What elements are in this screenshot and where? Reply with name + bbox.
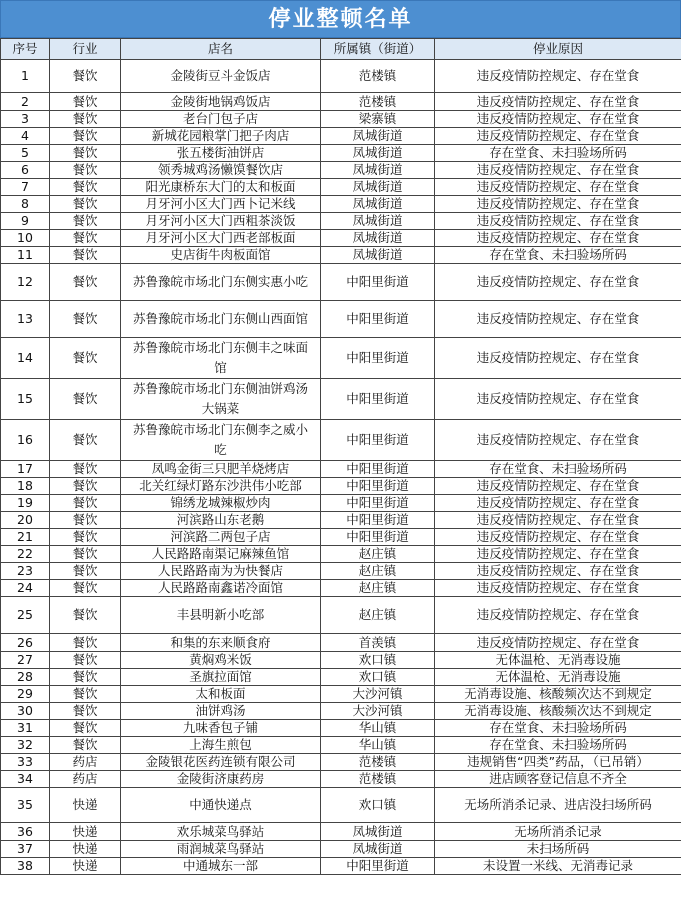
row-town: 凤城街道	[321, 823, 435, 841]
row-shop-name: 锦绣龙城辣椒炒肉	[121, 495, 321, 512]
row-town: 范楼镇	[321, 754, 435, 771]
row-shop-name: 欢乐城菜鸟驿站	[121, 823, 321, 841]
row-reason: 违反疫情防控规定、存在堂食	[435, 230, 681, 247]
row-industry: 餐饮	[50, 128, 121, 145]
row-industry: 餐饮	[50, 179, 121, 196]
row-industry: 餐饮	[50, 60, 121, 93]
table-row	[1, 379, 681, 420]
row-index: 9	[1, 213, 50, 230]
row-town: 凤城街道	[321, 128, 435, 145]
row-town: 华山镇	[321, 737, 435, 754]
row-town: 凤城街道	[321, 162, 435, 179]
row-town: 赵庄镇	[321, 597, 435, 634]
row-index: 25	[1, 597, 50, 634]
row-industry: 快递	[50, 788, 121, 823]
row-reason: 未扫场所码	[435, 841, 681, 858]
row-index: 2	[1, 93, 50, 111]
header-shop-name: 店名	[121, 39, 321, 60]
row-industry: 餐饮	[50, 338, 121, 379]
row-shop-name: 人民路路南为为快餐店	[121, 563, 321, 580]
row-index: 21	[1, 529, 50, 546]
row-shop-name: 太和板面	[121, 686, 321, 703]
row-index: 18	[1, 478, 50, 495]
row-town: 中阳里街道	[321, 301, 435, 338]
table-row	[1, 597, 681, 634]
row-town: 范楼镇	[321, 93, 435, 111]
row-industry: 餐饮	[50, 247, 121, 264]
row-reason: 无消毒设施、核酸频次达不到规定	[435, 703, 681, 720]
row-shop-name: 九味香包子铺	[121, 720, 321, 737]
table-row	[1, 563, 681, 580]
table-row	[1, 461, 681, 478]
row-industry: 餐饮	[50, 196, 121, 213]
row-shop-name: 上海生煎包	[121, 737, 321, 754]
row-industry: 餐饮	[50, 529, 121, 546]
row-industry: 餐饮	[50, 111, 121, 128]
row-shop-name: 金陵街豆斗金饭店	[121, 60, 321, 93]
row-town: 欢口镇	[321, 652, 435, 669]
row-shop-name: 新城花园粮掌门把子肉店	[121, 128, 321, 145]
row-industry: 餐饮	[50, 580, 121, 597]
row-reason: 违反疫情防控规定、存在堂食	[435, 597, 681, 634]
table-row	[1, 529, 681, 546]
row-reason: 存在堂食、未扫验场所码	[435, 461, 681, 478]
table-row	[1, 495, 681, 512]
row-industry: 餐饮	[50, 379, 121, 420]
row-town: 大沙河镇	[321, 686, 435, 703]
table-row	[1, 230, 681, 247]
row-index: 11	[1, 247, 50, 264]
table-row	[1, 128, 681, 145]
row-shop-name: 金陵银花医药连锁有限公司	[121, 754, 321, 771]
row-index: 33	[1, 754, 50, 771]
row-town: 中阳里街道	[321, 858, 435, 875]
row-shop-name: 史店街牛肉板面馆	[121, 247, 321, 264]
row-industry: 餐饮	[50, 720, 121, 737]
header-industry: 行业	[50, 39, 121, 60]
table-row	[1, 60, 681, 93]
table-row	[1, 686, 681, 703]
row-industry: 快递	[50, 858, 121, 875]
row-town: 凤城街道	[321, 213, 435, 230]
row-reason: 存在堂食、未扫验场所码	[435, 247, 681, 264]
table-row	[1, 771, 681, 788]
row-shop-name: 老台门包子店	[121, 111, 321, 128]
row-index: 5	[1, 145, 50, 162]
row-town: 欢口镇	[321, 669, 435, 686]
table-row	[1, 652, 681, 669]
row-town: 中阳里街道	[321, 461, 435, 478]
row-index: 6	[1, 162, 50, 179]
row-industry: 药店	[50, 771, 121, 788]
row-industry: 餐饮	[50, 546, 121, 563]
header-reason: 停业原因	[435, 39, 681, 60]
row-industry: 餐饮	[50, 230, 121, 247]
row-town: 凤城街道	[321, 196, 435, 213]
row-town: 范楼镇	[321, 771, 435, 788]
row-industry: 餐饮	[50, 669, 121, 686]
row-town: 中阳里街道	[321, 379, 435, 420]
row-index: 1	[1, 60, 50, 93]
row-town: 梁寨镇	[321, 111, 435, 128]
row-index: 27	[1, 652, 50, 669]
row-shop-name: 凤鸣金街三只肥羊烧烤店	[121, 461, 321, 478]
row-reason: 违反疫情防控规定、存在堂食	[435, 93, 681, 111]
row-industry: 餐饮	[50, 301, 121, 338]
row-industry: 餐饮	[50, 686, 121, 703]
row-index: 16	[1, 420, 50, 461]
row-index: 14	[1, 338, 50, 379]
row-industry: 餐饮	[50, 703, 121, 720]
row-industry: 餐饮	[50, 93, 121, 111]
row-index: 19	[1, 495, 50, 512]
row-reason: 违反疫情防控规定、存在堂食	[435, 264, 681, 301]
row-industry: 餐饮	[50, 478, 121, 495]
closure-table	[0, 38, 681, 875]
row-reason: 违反疫情防控规定、存在堂食	[435, 301, 681, 338]
row-industry: 餐饮	[50, 737, 121, 754]
row-index: 34	[1, 771, 50, 788]
row-reason: 无场所消杀记录、进店没扫场所码	[435, 788, 681, 823]
row-reason: 违反疫情防控规定、存在堂食	[435, 179, 681, 196]
header-town: 所属镇（街道）	[321, 39, 435, 60]
row-town: 凤城街道	[321, 179, 435, 196]
row-index: 30	[1, 703, 50, 720]
row-industry: 餐饮	[50, 495, 121, 512]
table-row	[1, 196, 681, 213]
table-row	[1, 478, 681, 495]
row-index: 20	[1, 512, 50, 529]
table-row	[1, 634, 681, 652]
row-reason: 违反疫情防控规定、存在堂食	[435, 495, 681, 512]
table-row	[1, 301, 681, 338]
table-row	[1, 338, 681, 379]
table-row	[1, 420, 681, 461]
row-town: 中阳里街道	[321, 495, 435, 512]
row-industry: 餐饮	[50, 461, 121, 478]
row-reason: 违反疫情防控规定、存在堂食	[435, 213, 681, 230]
row-reason: 违规销售“四类”药品，（已吊销）	[435, 754, 681, 771]
table-row	[1, 669, 681, 686]
row-shop-name: 河滨路山东老鹅	[121, 512, 321, 529]
table-row	[1, 179, 681, 196]
table-row	[1, 754, 681, 771]
row-town: 中阳里街道	[321, 529, 435, 546]
row-industry: 餐饮	[50, 563, 121, 580]
row-town: 赵庄镇	[321, 563, 435, 580]
row-index: 38	[1, 858, 50, 875]
row-shop-name: 苏鲁豫皖市场北门东侧李之威小吃	[121, 420, 321, 461]
row-town: 大沙河镇	[321, 703, 435, 720]
row-industry: 餐饮	[50, 264, 121, 301]
row-reason: 无场所消杀记录	[435, 823, 681, 841]
row-index: 8	[1, 196, 50, 213]
row-reason: 违反疫情防控规定、存在堂食	[435, 60, 681, 93]
row-town: 赵庄镇	[321, 546, 435, 563]
row-reason: 违反疫情防控规定、存在堂食	[435, 478, 681, 495]
row-shop-name: 金陵街济康药房	[121, 771, 321, 788]
row-index: 28	[1, 669, 50, 686]
row-reason: 存在堂食、未扫验场所码	[435, 145, 681, 162]
table-row	[1, 264, 681, 301]
row-shop-name: 苏鲁豫皖市场北门东侧山西面馆	[121, 301, 321, 338]
row-shop-name: 黄焖鸡米饭	[121, 652, 321, 669]
header-index: 序号	[1, 39, 50, 60]
row-reason: 存在堂食、未扫验场所码	[435, 737, 681, 754]
table-row	[1, 93, 681, 111]
row-shop-name: 河滨路二两包子店	[121, 529, 321, 546]
table-row	[1, 580, 681, 597]
row-reason: 无消毒设施、核酸频次达不到规定	[435, 686, 681, 703]
row-reason: 违反疫情防控规定、存在堂食	[435, 546, 681, 563]
row-industry: 餐饮	[50, 420, 121, 461]
row-index: 22	[1, 546, 50, 563]
row-index: 3	[1, 111, 50, 128]
row-industry: 餐饮	[50, 162, 121, 179]
page-title: 停业整顿名单	[0, 0, 681, 38]
table-row	[1, 512, 681, 529]
row-shop-name: 阳光康桥东大门的太和板面	[121, 179, 321, 196]
row-reason: 违反疫情防控规定、存在堂食	[435, 512, 681, 529]
row-industry: 餐饮	[50, 652, 121, 669]
row-index: 10	[1, 230, 50, 247]
row-town: 凤城街道	[321, 247, 435, 264]
row-reason: 无体温枪、无消毒设施	[435, 669, 681, 686]
row-shop-name: 苏鲁豫皖市场北门东侧油饼鸡汤大锅菜	[121, 379, 321, 420]
row-town: 范楼镇	[321, 60, 435, 93]
table-row	[1, 720, 681, 737]
row-shop-name: 苏鲁豫皖市场北门东侧实惠小吃	[121, 264, 321, 301]
row-town: 中阳里街道	[321, 420, 435, 461]
row-index: 7	[1, 179, 50, 196]
table-header-row	[1, 39, 681, 60]
row-reason: 未设置一米线、无消毒记录	[435, 858, 681, 875]
row-index: 24	[1, 580, 50, 597]
row-industry: 快递	[50, 823, 121, 841]
row-reason: 违反疫情防控规定、存在堂食	[435, 529, 681, 546]
row-shop-name: 月牙河小区大门西粗茶淡饭	[121, 213, 321, 230]
row-shop-name: 月牙河小区大门西卜记米线	[121, 196, 321, 213]
row-town: 中阳里街道	[321, 264, 435, 301]
row-reason: 存在堂食、未扫验场所码	[435, 720, 681, 737]
table-row	[1, 858, 681, 875]
row-town: 中阳里街道	[321, 338, 435, 379]
row-reason: 违反疫情防控规定、存在堂食	[435, 420, 681, 461]
row-shop-name: 雨润城菜鸟驿站	[121, 841, 321, 858]
table-row	[1, 703, 681, 720]
row-town: 赵庄镇	[321, 580, 435, 597]
row-index: 32	[1, 737, 50, 754]
row-industry: 餐饮	[50, 597, 121, 634]
row-town: 凤城街道	[321, 145, 435, 162]
row-shop-name: 丰县明新小吃部	[121, 597, 321, 634]
row-index: 31	[1, 720, 50, 737]
row-industry: 餐饮	[50, 634, 121, 652]
row-shop-name: 中通快递点	[121, 788, 321, 823]
row-shop-name: 领秀城鸡汤懒馍餐饮店	[121, 162, 321, 179]
row-reason: 违反疫情防控规定、存在堂食	[435, 634, 681, 652]
table-row	[1, 841, 681, 858]
row-town: 中阳里街道	[321, 512, 435, 529]
row-shop-name: 张五楼街油饼店	[121, 145, 321, 162]
row-index: 23	[1, 563, 50, 580]
row-reason: 无体温枪、无消毒设施	[435, 652, 681, 669]
table-row	[1, 823, 681, 841]
row-reason: 违反疫情防控规定、存在堂食	[435, 128, 681, 145]
row-reason: 违反疫情防控规定、存在堂食	[435, 563, 681, 580]
row-index: 35	[1, 788, 50, 823]
row-shop-name: 人民路路南鑫诺冷面馆	[121, 580, 321, 597]
row-industry: 餐饮	[50, 145, 121, 162]
row-index: 37	[1, 841, 50, 858]
table-row	[1, 247, 681, 264]
row-reason: 违反疫情防控规定、存在堂食	[435, 338, 681, 379]
row-town: 中阳里街道	[321, 478, 435, 495]
row-town: 华山镇	[321, 720, 435, 737]
row-shop-name: 中通城东一部	[121, 858, 321, 875]
table-row	[1, 788, 681, 823]
row-town: 欢口镇	[321, 788, 435, 823]
row-shop-name: 金陵街地锅鸡饭店	[121, 93, 321, 111]
row-town: 凤城街道	[321, 230, 435, 247]
row-shop-name: 圣旗拉面馆	[121, 669, 321, 686]
row-index: 26	[1, 634, 50, 652]
row-reason: 违反疫情防控规定、存在堂食	[435, 111, 681, 128]
table-row	[1, 145, 681, 162]
row-industry: 药店	[50, 754, 121, 771]
row-shop-name: 人民路路南渠记麻辣鱼馆	[121, 546, 321, 563]
table-row	[1, 546, 681, 563]
table-row	[1, 213, 681, 230]
row-index: 17	[1, 461, 50, 478]
row-reason: 违反疫情防控规定、存在堂食	[435, 580, 681, 597]
row-index: 12	[1, 264, 50, 301]
row-reason: 违反疫情防控规定、存在堂食	[435, 379, 681, 420]
row-industry: 餐饮	[50, 213, 121, 230]
table-row	[1, 162, 681, 179]
table-row	[1, 737, 681, 754]
table-row	[1, 111, 681, 128]
row-town: 首羡镇	[321, 634, 435, 652]
row-shop-name: 和集的东来顺食府	[121, 634, 321, 652]
row-index: 15	[1, 379, 50, 420]
row-reason: 违反疫情防控规定、存在堂食	[435, 162, 681, 179]
row-shop-name: 北关红绿灯路东沙洪伟小吃部	[121, 478, 321, 495]
row-shop-name: 月牙河小区大门西老部板面	[121, 230, 321, 247]
row-index: 4	[1, 128, 50, 145]
row-reason: 进店顾客登记信息不齐全	[435, 771, 681, 788]
row-industry: 快递	[50, 841, 121, 858]
row-shop-name: 油饼鸡汤	[121, 703, 321, 720]
row-index: 13	[1, 301, 50, 338]
row-shop-name: 苏鲁豫皖市场北门东侧丰之味面馆	[121, 338, 321, 379]
row-index: 36	[1, 823, 50, 841]
row-town: 凤城街道	[321, 841, 435, 858]
row-industry: 餐饮	[50, 512, 121, 529]
row-reason: 违反疫情防控规定、存在堂食	[435, 196, 681, 213]
row-index: 29	[1, 686, 50, 703]
